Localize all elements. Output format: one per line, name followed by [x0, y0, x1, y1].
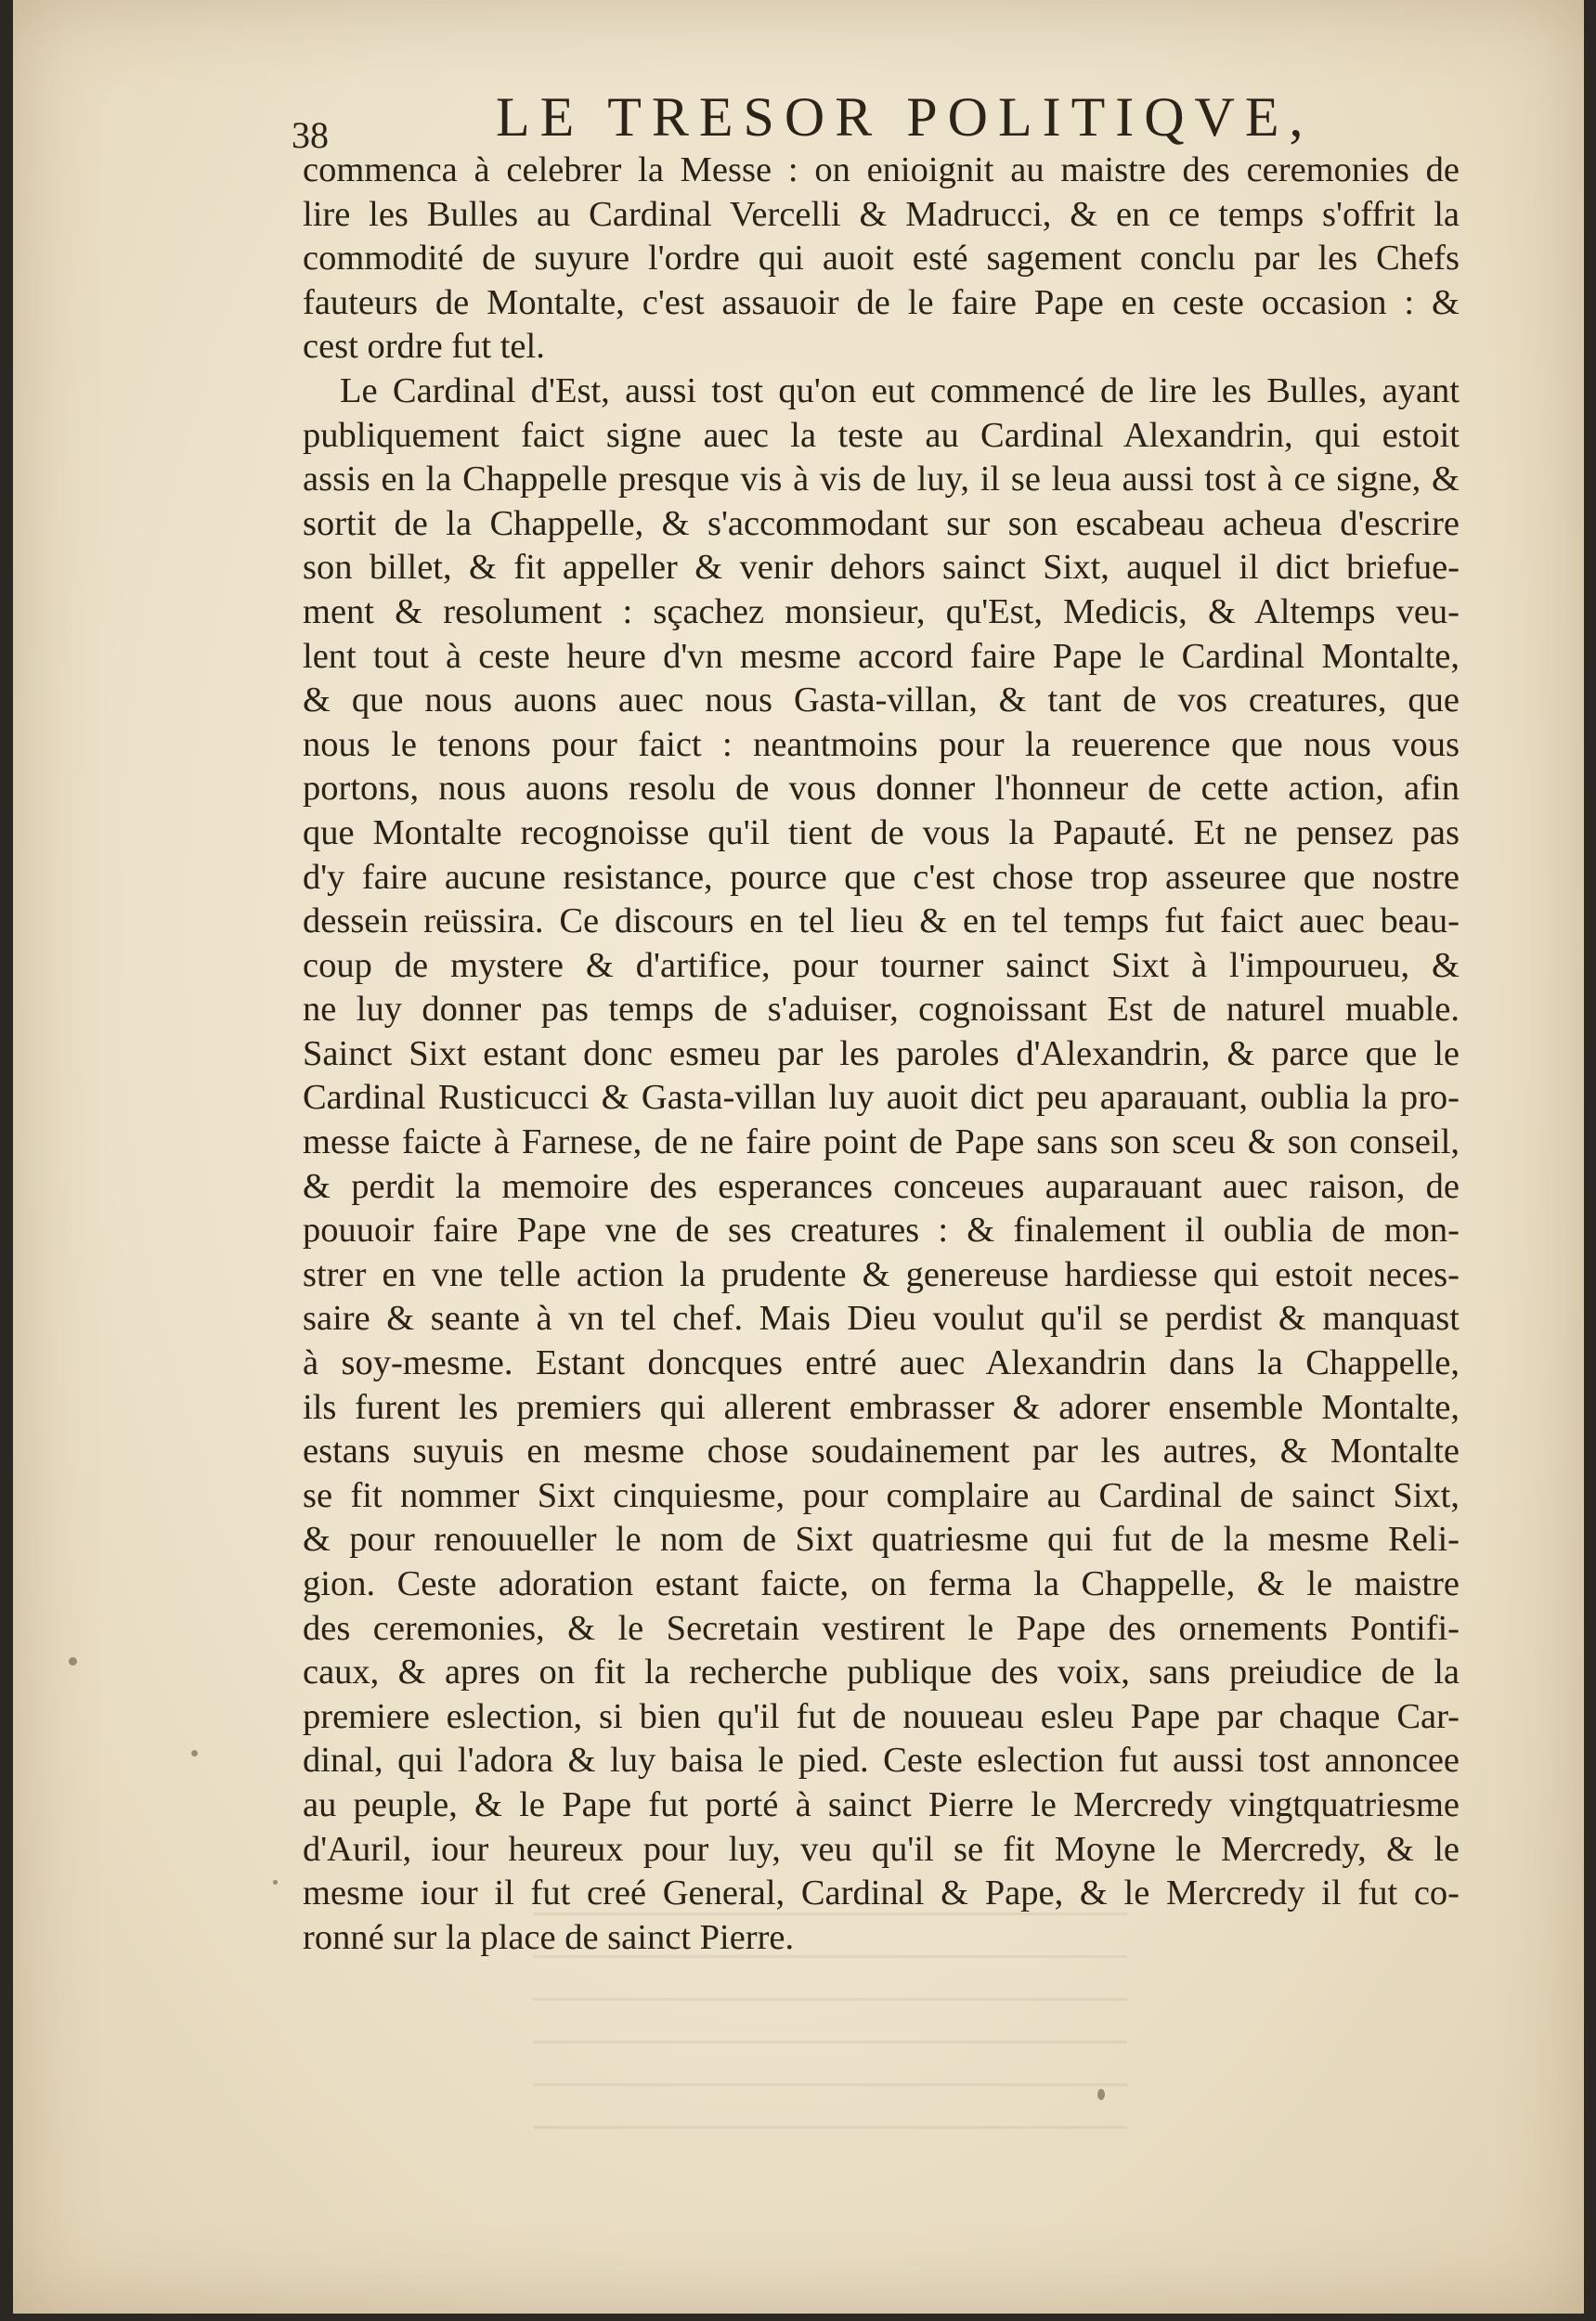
text-line: dinal, qui l'adora & luy baisa le pied. Ceste eslection fut aussi tost annoncee — [303, 1741, 1460, 1781]
text-line: commenca à celebrer la Messe : on enioignit au maistre des ceremonies de — [303, 150, 1460, 189]
page-number: 38 — [292, 114, 329, 156]
text-line: assis en la Chappelle presque vis à vis de luy, il se leua aussi tost à ce signe, & — [303, 460, 1460, 499]
paper-speck — [273, 1880, 278, 1885]
text-line: pouuoir faire Pape vne de ses creatures : & finalement il oublia de mon- — [303, 1211, 1460, 1251]
text-line: Le Cardinal d'Est, aussi tost qu'on eut commencé de lire les Bulles, ayant — [340, 370, 1460, 410]
running-head: LE TRESOR POLITIQVE, — [496, 86, 1314, 148]
text-line: ment & resolument : sçachez monsieur, qu'Est, Medicis, & Altemps veu- — [303, 591, 1460, 631]
text-line: saire & seante à vn tel chef. Mais Dieu voulut qu'il se perdist & manquast — [303, 1299, 1460, 1339]
book-page — [13, 0, 1584, 2314]
paper-speck — [1097, 2089, 1105, 2100]
text-line: & pour renouueller le nom de Sixt quatriesme qui fut de la mesme Reli- — [303, 1520, 1460, 1560]
text-line: que Montalte recognoisse qu'il tient de vous la Papauté. Et ne pensez pas — [303, 812, 1460, 852]
text-line: d'y faire aucune resistance, pource que c'est chose trop asseuree que nostre — [303, 857, 1460, 897]
text-line: messe faicte à Farnese, de ne faire point de Pape sans son sceu & son conseil, — [303, 1122, 1460, 1162]
text-line: au peuple, & le Pape fut porté à sainct Pierre le Mercredy vingtquatriesme — [303, 1784, 1460, 1824]
text-line: ronné sur la place de sainct Pierre. — [303, 1917, 795, 1957]
text-line: portons, nous auons resolu de vous donner l'honneur de cette action, afin — [303, 769, 1460, 809]
text-line: Cardinal Rusticucci & Gasta-villan luy auoit dict peu aparauant, oublia la pro- — [303, 1078, 1460, 1118]
text-line: des ceremonies, & le Secretain vestirent le Pape des ornements Pontifi- — [303, 1608, 1460, 1648]
text-line: mesme iour il fut creé General, Cardinal & Pape, & le Mercredy il fut co- — [303, 1874, 1460, 1913]
text-line: & perdit la memoire des esperances conceues auparauant auec raison, de — [303, 1166, 1460, 1206]
text-line: lent tout à ceste heure d'vn mesme accord faire Pape le Cardinal Montalte, — [303, 636, 1460, 676]
text-line: ne luy donner pas temps de s'aduiser, cognoissant Est de naturel muable. — [303, 990, 1460, 1030]
text-line: nous le tenons pour faict : neantmoins pour la reuerence que nous vous — [303, 724, 1460, 764]
text-line: publiquement faict signe auec la teste au Cardinal Alexandrin, qui estoit — [303, 415, 1460, 455]
text-line: strer en vne telle action la prudente & genereuse hardiesse qui estoit neces- — [303, 1254, 1460, 1294]
text-line: son billet, & fit appeller & venir dehors sainct Sixt, auquel il dict briefue- — [303, 548, 1460, 588]
body-text — [303, 149, 1460, 1960]
paper-speck — [69, 1657, 77, 1666]
text-line: fauteurs de Montalte, c'est assauoir de le faire Pape en ceste occasion : & — [303, 282, 1460, 322]
text-line: Sainct Sixt estant donc esmeu par les paroles d'Alexandrin, & parce que le — [303, 1033, 1460, 1073]
text-line: gion. Ceste adoration estant faicte, on ferma la Chappelle, & le maistre — [303, 1564, 1460, 1603]
text-line: dessein reüssira. Ce discours en tel lieu & en tel temps fut faict auec beau- — [303, 901, 1460, 941]
text-line: ils furent les premiers qui allerent embrasser & adorer ensemble Montalte, — [303, 1387, 1460, 1427]
text-line: coup de mystere & d'artifice, pour tourner sainct Sixt à l'impourueu, & — [303, 945, 1460, 985]
text-line: caux, & apres on fit la recherche publique des voix, sans preiudice de la — [303, 1653, 1460, 1692]
text-line: premiere eslection, si bien qu'il fut de nouueau esleu Pape par chaque Car- — [303, 1696, 1460, 1736]
text-line: commodité de suyure l'ordre qui auoit esté sagement conclu par les Chefs — [303, 239, 1460, 279]
text-line: sortit de la Chappelle, & s'accommodant sur son escabeau acheua d'escrire — [303, 503, 1460, 543]
paper-speck — [191, 1750, 198, 1757]
text-line: d'Auril, iour heureux pour luy, veu qu'il se fit Moyne le Mercredy, & le — [303, 1829, 1460, 1869]
text-line: lire les Bulles au Cardinal Vercelli & Madrucci, & en ce temps s'offrit la — [303, 194, 1460, 234]
text-line: estans suyuis en mesme chose soudainement par les autres, & Montalte — [303, 1432, 1460, 1472]
text-line: se fit nommer Sixt cinquiesme, pour complaire au Cardinal de sainct Sixt, — [303, 1475, 1460, 1515]
text-line: à soy-mesme. Estant doncques entré auec Alexandrin dans la Chappelle, — [303, 1343, 1460, 1383]
text-line: & que nous auons auec nous Gasta-villan, & tant de vos creatures, que — [303, 681, 1460, 720]
show-through-text — [533, 1913, 1127, 2135]
text-line: cest ordre fut tel. — [303, 327, 545, 367]
